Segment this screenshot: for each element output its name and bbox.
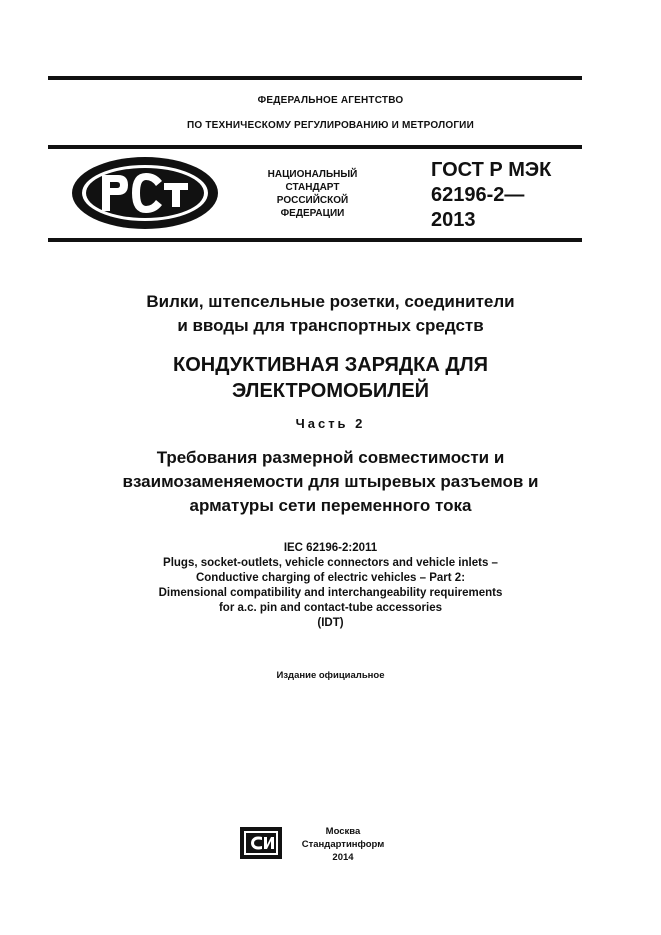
agency-line-1: ФЕДЕРАЛЬНОЕ АГЕНТСТВО — [257, 95, 404, 106]
publisher-city: Москва — [325, 826, 361, 837]
iec-line-5: for a.c. pin and contact-tube accessories — [218, 602, 443, 614]
designation-line-3: 2013 — [431, 209, 476, 231]
iec-line-3: Conductive charging of electric vehicles – Part 2: — [195, 572, 466, 584]
top-rule — [48, 76, 582, 80]
iec-line-4: Dimensional compatibility and interchangeability requirements — [158, 587, 503, 599]
part-label: Часть 2 — [295, 416, 366, 431]
standard-designation — [431, 158, 551, 233]
national-standard-line-2: СТАНДАРТ — [285, 182, 340, 193]
iec-line-1: IEC 62196-2:2011 — [283, 542, 378, 554]
subtitle-line-3: арматуры сети переменного тока — [189, 496, 472, 515]
rst-certification-mark-icon — [70, 155, 220, 231]
title-line-1: Вилки, штепсельные розетки, соединители — [146, 292, 515, 311]
publisher-year: 2014 — [332, 852, 354, 863]
national-standard-line-4: ФЕДЕРАЦИИ — [280, 208, 345, 219]
standartinform-logo-icon — [140, 727, 282, 859]
iec-line-6: (IDT) — [317, 617, 344, 629]
subtitle-line-2: взаимозаменяемости для штыревых разъемов и — [122, 472, 539, 491]
edition-label: Издание официальное — [276, 670, 385, 681]
header-rule — [48, 145, 582, 149]
publisher-name: Стандартинформ — [301, 839, 385, 850]
title-block-rule — [48, 238, 582, 242]
designation-line-2: 62196-2— — [431, 184, 525, 206]
designation-line-1: ГОСТ Р МЭК — [431, 159, 552, 181]
subtitle-line-1: Требования размерной совместимости и — [156, 448, 505, 467]
national-standard-label — [255, 168, 370, 220]
iec-line-2: Plugs, socket-outlets, vehicle connectors and vehicle inlets – — [163, 557, 498, 569]
title-line-2: и вводы для транспортных средств — [177, 316, 484, 335]
agency-line-2: ПО ТЕХНИЧЕСКОМУ РЕГУЛИРОВАНИЮ И МЕТРОЛОГИИ — [187, 120, 474, 131]
national-standard-line-1: НАЦИОНАЛЬНЫЙ — [267, 169, 358, 180]
main-title-line-1: КОНДУКТИВНАЯ ЗАРЯДКА ДЛЯ — [173, 354, 488, 376]
national-standard-line-3: РОССИЙСКОЙ — [276, 195, 349, 206]
document-title — [0, 290, 661, 338]
document-subtitle — [0, 446, 661, 518]
iec-reference — [0, 541, 661, 631]
main-title-line-2: ЭЛЕКТРОМОБИЛЕЙ — [231, 380, 430, 402]
publisher-info — [293, 825, 393, 864]
publisher-logo-text: СИ — [140, 727, 142, 728]
document-main-title — [0, 352, 661, 404]
